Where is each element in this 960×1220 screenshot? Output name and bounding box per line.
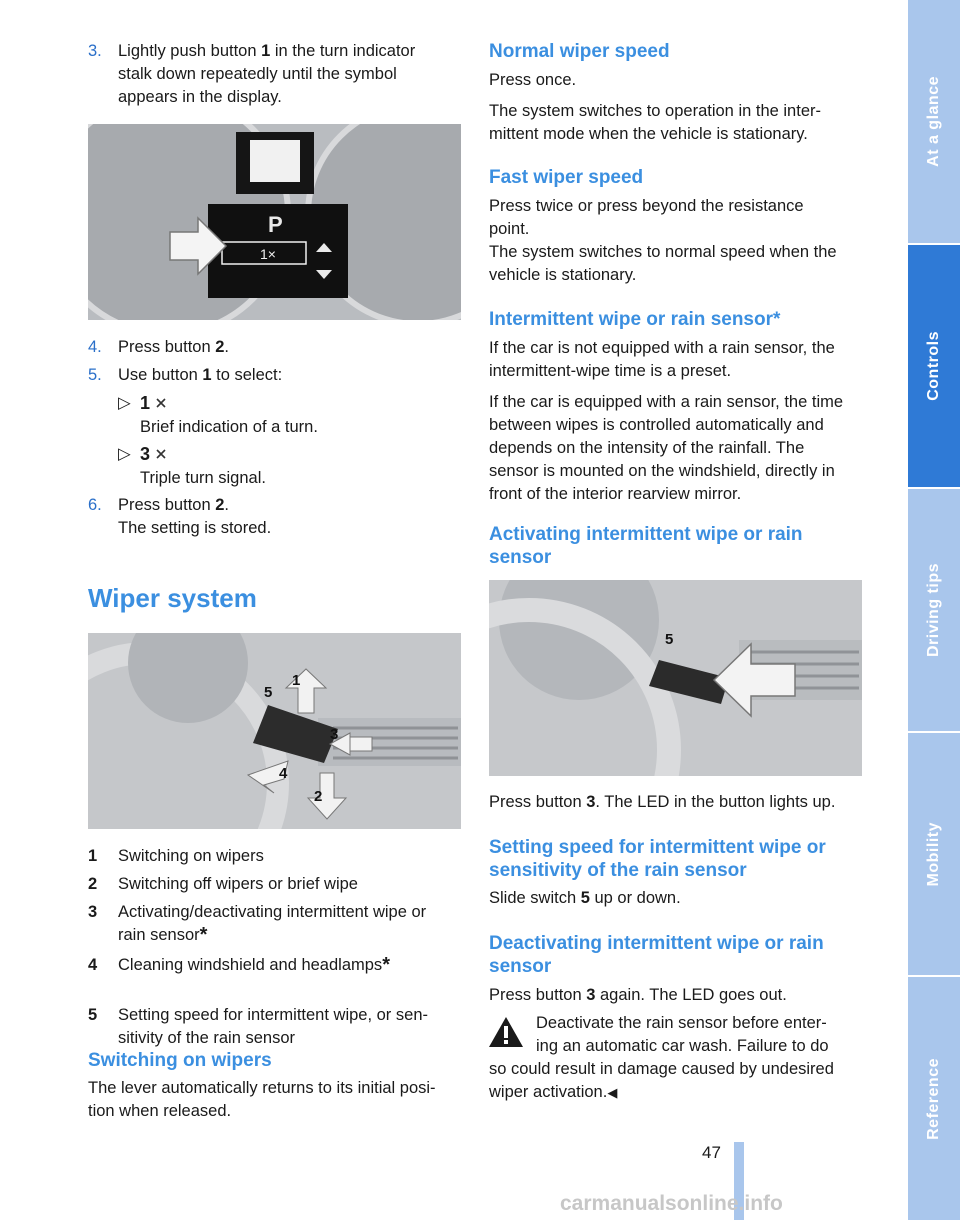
turn-symbol-3: 3 [140, 444, 151, 464]
page-number: 47 [702, 1143, 721, 1162]
footer-watermark: carmanualsonline.info [560, 1192, 783, 1215]
tab-at-a-glance[interactable]: At a glance [908, 0, 960, 243]
heading-fast-wiper-speed: Fast wiper speed [489, 167, 644, 188]
instrument-display-figure [88, 124, 461, 320]
heading-activating-intermittent: Activating intermittent wipe or rain sensor [489, 524, 803, 568]
rain-sensor-illustration [489, 580, 862, 776]
callout-5: 5 [264, 684, 273, 701]
activating-text: Press button 3. The LED in the button lights up. [489, 793, 836, 811]
setting-speed-text: Slide switch 5 up or down. [489, 889, 681, 907]
times-icon [155, 448, 167, 460]
tab-mobility[interactable]: Mobility [908, 733, 960, 975]
turn-symbol-1: 1 [140, 393, 151, 413]
heading-setting-speed: Setting speed for intermittent wipe or sensitivity of the rain sensor [489, 837, 826, 881]
callout-1: 1 [292, 672, 301, 689]
warning-text: Deactivate the rain sensor before enter- ing an automatic car wash. Failure to do so could result in damage caused by undesired wiper activation.◀ [489, 1014, 834, 1101]
times-icon [155, 397, 167, 409]
callout-4: 4 [279, 765, 288, 782]
deactivating-text: Press button 3 again. The LED goes out. [489, 986, 787, 1004]
tab-reference[interactable]: Reference [908, 977, 960, 1220]
instrument-display-illustration [88, 124, 461, 320]
heading-normal-wiper-speed: Normal wiper speed [489, 41, 670, 62]
heading-intermittent-wipe: Intermittent wipe or rain sensor* [489, 309, 781, 330]
turn-count-label: 1× [260, 246, 276, 262]
switching-text: The lever automatically returns to its initial posi- tion when released. [88, 1079, 436, 1120]
intermittent-text: If the car is not equipped with a rain sensor, the intermittent-wipe time is a preset. If the car is equipped with a rain sensor, the time between wipes is controlled automatically and depends on the intensity of the rainfall. The sensor is mounted on the windshield, directly in front of the interior rearview mirror. [489, 339, 844, 503]
wiper-lever-figure [88, 633, 461, 829]
heading-switching-on-wipers: Switching on wipers [88, 1050, 272, 1071]
callout-2: 2 [314, 788, 323, 805]
normal-speed-text: Press once. The system switches to operation in the inter- mittent mode when the vehicle is stationary. [489, 71, 821, 143]
heading-deactivating: Deactivating intermittent wipe or rain sensor [489, 933, 824, 977]
fast-speed-text: Press twice or press beyond the resistance point. The system switches to normal speed when the vehicle is stationary. [489, 197, 837, 284]
gear-p-label: P [268, 212, 283, 237]
callout-5: 5 [665, 631, 674, 648]
wiper-lever-illustration [88, 633, 461, 829]
tab-controls[interactable]: Controls [908, 245, 960, 487]
section-heading-wiper-system: Wiper system [88, 583, 257, 613]
rain-sensor-button-figure [489, 580, 862, 776]
callout-3: 3 [330, 726, 339, 743]
tab-driving-tips[interactable]: Driving tips [908, 489, 960, 731]
end-marker-icon: ◀ [607, 1085, 618, 1100]
